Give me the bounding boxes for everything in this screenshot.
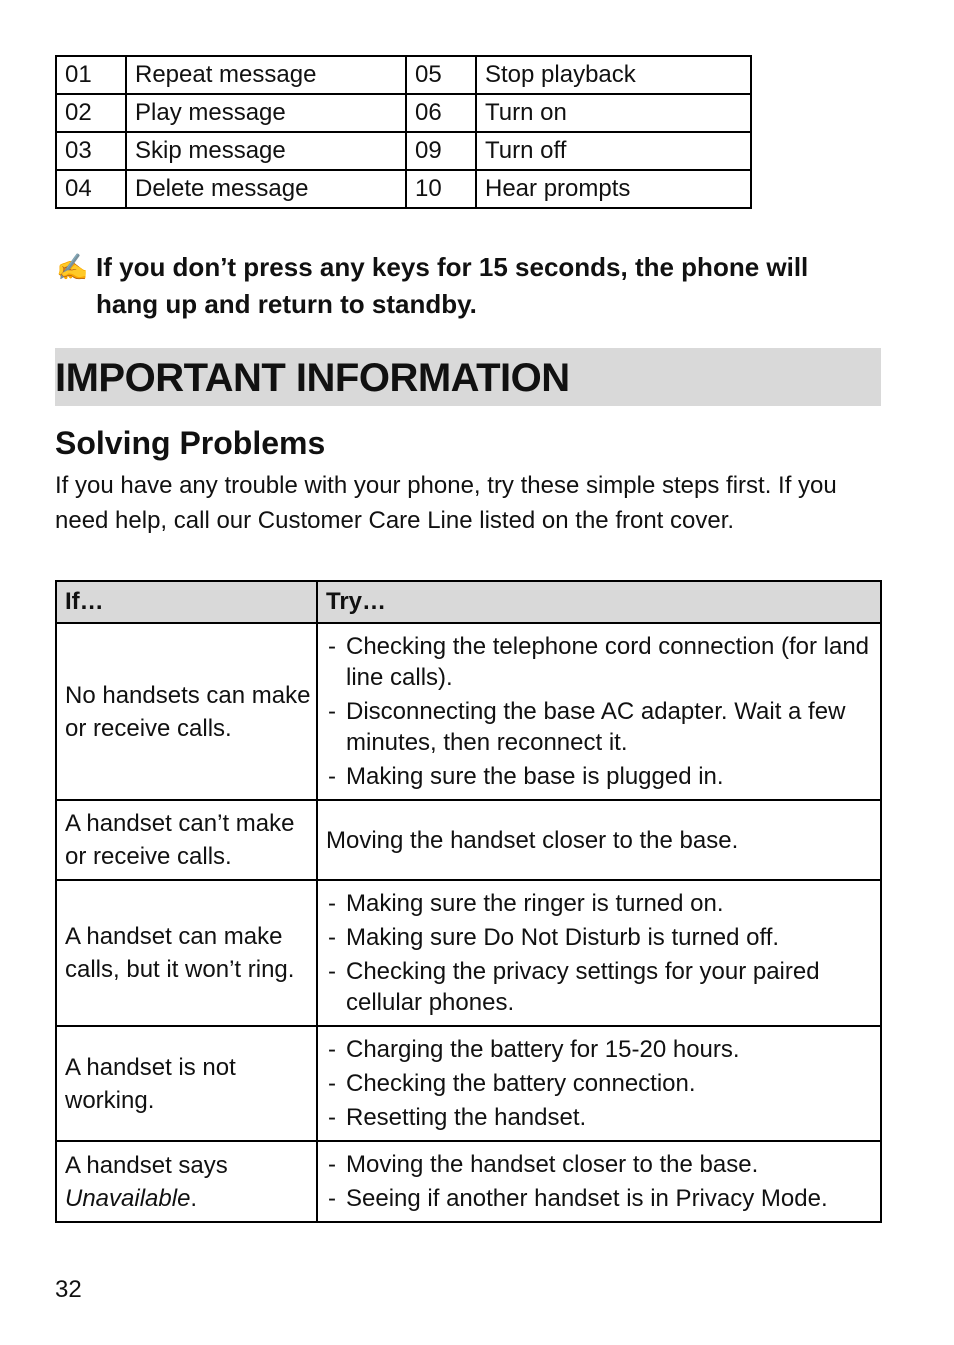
code-cell: 06	[406, 94, 476, 132]
solution-list	[326, 631, 872, 792]
solution-cell	[317, 623, 881, 800]
list-item: - Checking the battery connection.	[326, 1068, 872, 1099]
list-item: - Resetting the handset.	[326, 1102, 872, 1133]
problem-cell: No handsets can make or receive calls.	[56, 623, 317, 800]
remote-codes-table	[55, 55, 752, 209]
table-row	[56, 94, 751, 132]
solution-cell	[317, 1026, 881, 1141]
code-cell: 09	[406, 132, 476, 170]
section-title: IMPORTANT INFORMATION	[55, 356, 570, 400]
solution-list	[326, 1034, 872, 1133]
code-label-cell: Skip message	[126, 132, 406, 170]
code-label-cell: Stop playback	[476, 56, 751, 94]
solution-cell	[317, 880, 881, 1026]
unavailable-status-text: Unavailable	[65, 1184, 191, 1212]
subsection-title: Solving Problems	[55, 425, 326, 461]
standby-note	[56, 249, 876, 323]
column-header-try: Try…	[317, 581, 881, 623]
list-item: - Charging the battery for 15-20 hours.	[326, 1034, 872, 1065]
code-cell: 03	[56, 132, 126, 170]
list-item: - Seeing if another handset is in Privacy Mode.	[326, 1183, 872, 1214]
code-label-cell: Play message	[126, 94, 406, 132]
problem-text: A handset says	[65, 1151, 228, 1179]
code-label-cell: Turn on	[476, 94, 751, 132]
problem-cell: A handset is not working.	[56, 1026, 317, 1141]
table-row	[56, 880, 881, 1026]
problem-cell: A handset can make calls, but it won’t ring.	[56, 880, 317, 1026]
table-row	[56, 132, 751, 170]
column-header-if: If…	[56, 581, 317, 623]
solution-list	[326, 1149, 872, 1214]
code-cell: 10	[406, 170, 476, 208]
code-label-cell: Repeat message	[126, 56, 406, 94]
troubleshooting-table	[55, 580, 882, 1223]
table-row	[56, 170, 751, 208]
table-row	[56, 1141, 881, 1222]
list-item: - Moving the handset closer to the base.	[326, 1149, 872, 1180]
table-row	[56, 800, 881, 880]
list-item: - Making sure Do Not Disturb is turned off.	[326, 922, 872, 953]
list-item: - Checking the privacy settings for your paired cellular phones.	[326, 956, 872, 1018]
code-label-cell: Hear prompts	[476, 170, 751, 208]
code-cell: 02	[56, 94, 126, 132]
page-number: 32	[55, 1276, 82, 1303]
code-cell: 05	[406, 56, 476, 94]
list-item: - Checking the telephone cord connection (for land line calls).	[326, 631, 872, 693]
list-item: - Disconnecting the base AC adapter. Wait a few minutes, then reconnect it.	[326, 696, 872, 758]
table-header-row	[56, 581, 881, 623]
code-label-cell: Delete message	[126, 170, 406, 208]
table-row	[56, 1026, 881, 1141]
list-item: - Making sure the ringer is turned on.	[326, 888, 872, 919]
table-row	[56, 56, 751, 94]
code-label-cell: Turn off	[476, 132, 751, 170]
problem-cell: A handset can’t make or receive calls.	[56, 800, 317, 880]
intro-paragraph: If you have any trouble with your phone, try these simple steps first. If you need help, call our Customer Care Line listed on the front cover.	[55, 472, 837, 534]
pencil-icon: ✍	[56, 252, 89, 282]
solution-list	[326, 888, 872, 1018]
code-cell: 01	[56, 56, 126, 94]
list-item: - Making sure the base is plugged in.	[326, 761, 872, 792]
table-row	[56, 623, 881, 800]
solution-cell: Moving the handset closer to the base.	[317, 800, 881, 880]
note-text: If you don’t press any keys for 15 seconds, the phone will hang up and return to standby.	[96, 252, 809, 319]
problem-text-end: .	[190, 1184, 198, 1212]
solution-cell	[317, 1141, 881, 1222]
code-cell: 04	[56, 170, 126, 208]
problem-cell	[56, 1141, 317, 1222]
